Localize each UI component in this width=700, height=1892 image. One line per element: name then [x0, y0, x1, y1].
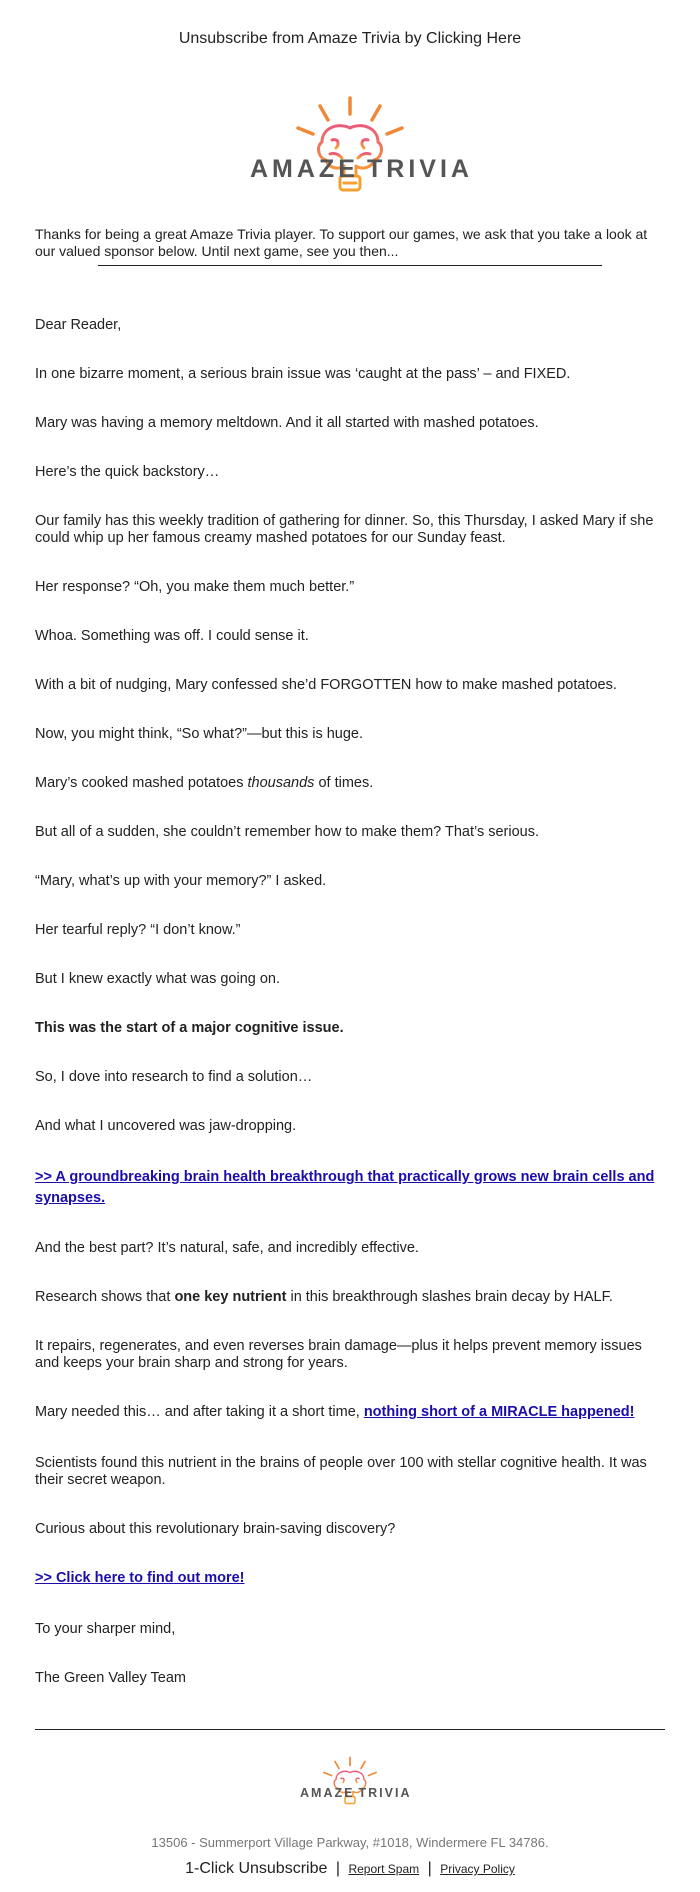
signature: The Green Valley Team: [35, 1670, 186, 1686]
link-paragraph-2: [35, 1570, 665, 1587]
brand-name-left: AMAZE: [250, 155, 359, 183]
sign-off: To your sharper mind,: [35, 1621, 176, 1637]
intro-text: Thanks for being a great Amaze Trivia player. To support our games, we ask that you take a look at our valued sponsor below. Until next game, see you then...: [35, 226, 648, 259]
paragraph-18-end: in this breakthrough slashes brain decay by HALF.: [286, 1289, 613, 1305]
paragraph-6: Whoa. Something was off. I could sense it.: [35, 628, 309, 644]
footer-brand-name-left: AMAZE: [300, 1786, 355, 1800]
paragraph-20-start: Mary needed this… and after taking it a short time,: [35, 1404, 364, 1420]
find-out-more-link[interactable]: >> Click here to find out more!: [35, 1570, 245, 1586]
paragraph-20: [35, 1404, 665, 1421]
paragraph-8: Now, you might think, “So what?”—but this is huge.: [35, 726, 364, 742]
miracle-link[interactable]: nothing short of a MIRACLE happened!: [363, 1404, 635, 1420]
footer-links: [0, 1860, 700, 1878]
paragraph-11: “Mary, what’s up with your memory?” I asked.: [35, 873, 327, 889]
paragraph-13: But I knew exactly what was going on.: [35, 971, 281, 987]
paragraph-19: It repairs, regenerates, and even reverses brain damage—plus it helps prevent memory issues and keeps your brain sharp and strong for years.: [35, 1338, 642, 1371]
link-paragraph-1: [35, 1167, 665, 1209]
paragraph-4: Our family has this weekly tradition of gathering for dinner. So, this Thursday, I asked Mary if she could whip up her famous creamy mashed potatoes for our Sunday feast.: [35, 513, 654, 546]
paragraph-10: But all of a sudden, she couldn’t remember how to make them? That’s serious.: [35, 824, 540, 840]
paragraph-18-start: Research shows that: [35, 1289, 175, 1305]
paragraph-2: Mary was having a memory meltdown. And it all started with mashed potatoes.: [35, 415, 539, 431]
privacy-policy-link[interactable]: Privacy Policy: [440, 1862, 515, 1876]
paragraph-17: And the best part? It’s natural, safe, and incredibly effective.: [35, 1240, 419, 1256]
paragraph-3: Here’s the quick backstory…: [35, 464, 220, 480]
paragraph-15: So, I dove into research to find a solution…: [35, 1069, 313, 1085]
footer-separator-2: |: [427, 1860, 432, 1877]
brain-breakthrough-link[interactable]: >> A groundbreaking brain health breakthrough that practically grows new brain cells and synapses.: [35, 1169, 655, 1206]
intro-divider: [98, 265, 602, 266]
paragraph-12: Her tearful reply? “I don’t know.”: [35, 922, 241, 938]
paragraph-14: This was the start of a major cognitive issue.: [35, 1020, 344, 1036]
footer-brand-name-right: TRIVIA: [358, 1786, 412, 1800]
greeting: Dear Reader,: [35, 317, 122, 333]
one-click-unsubscribe-link[interactable]: 1-Click Unsubscribe: [185, 1860, 328, 1877]
amaze-trivia-logo: [0, 92, 700, 202]
paragraph-5: Her response? “Oh, you make them much better.”: [35, 579, 355, 595]
brand-name-right: TRIVIA: [367, 155, 473, 183]
footer-separator-1: |: [335, 1860, 340, 1877]
paragraph-9: [35, 775, 665, 792]
paragraph-21: Scientists found this nutrient in the brains of people over 100 with stellar cognitive health. It was their secret weapon.: [35, 1455, 647, 1488]
footer-amaze-trivia-logo: [0, 1752, 700, 1812]
footer-address: 13506 - Summerport Village Parkway, #1018, Windermere FL 34786.: [151, 1835, 549, 1850]
paragraph-22: Curious about this revolutionary brain-saving discovery?: [35, 1521, 396, 1537]
paragraph-1: In one bizarre moment, a serious brain issue was ‘caught at the pass’ – and FIXED.: [35, 366, 571, 382]
paragraph-9-start: Mary’s cooked mashed potatoes: [35, 775, 248, 791]
paragraph-9-emphasis: thousands: [247, 775, 315, 791]
paragraph-18-bold: one key nutrient: [174, 1289, 287, 1305]
paragraph-9-end: of times.: [314, 775, 374, 791]
logo-graphic: [210, 92, 490, 202]
footer-logo-graphic: [280, 1752, 420, 1812]
paragraph-18: [35, 1289, 665, 1306]
footer-divider: [35, 1729, 665, 1730]
paragraph-7: With a bit of nudging, Mary confessed she’d FORGOTTEN how to make mashed potatoes.: [35, 677, 617, 693]
unsubscribe-top-link[interactable]: Unsubscribe from Amaze Trivia by Clicking Here: [178, 30, 522, 47]
paragraph-16: And what I uncovered was jaw-dropping.: [35, 1118, 297, 1134]
report-spam-link[interactable]: Report Spam: [348, 1862, 420, 1876]
